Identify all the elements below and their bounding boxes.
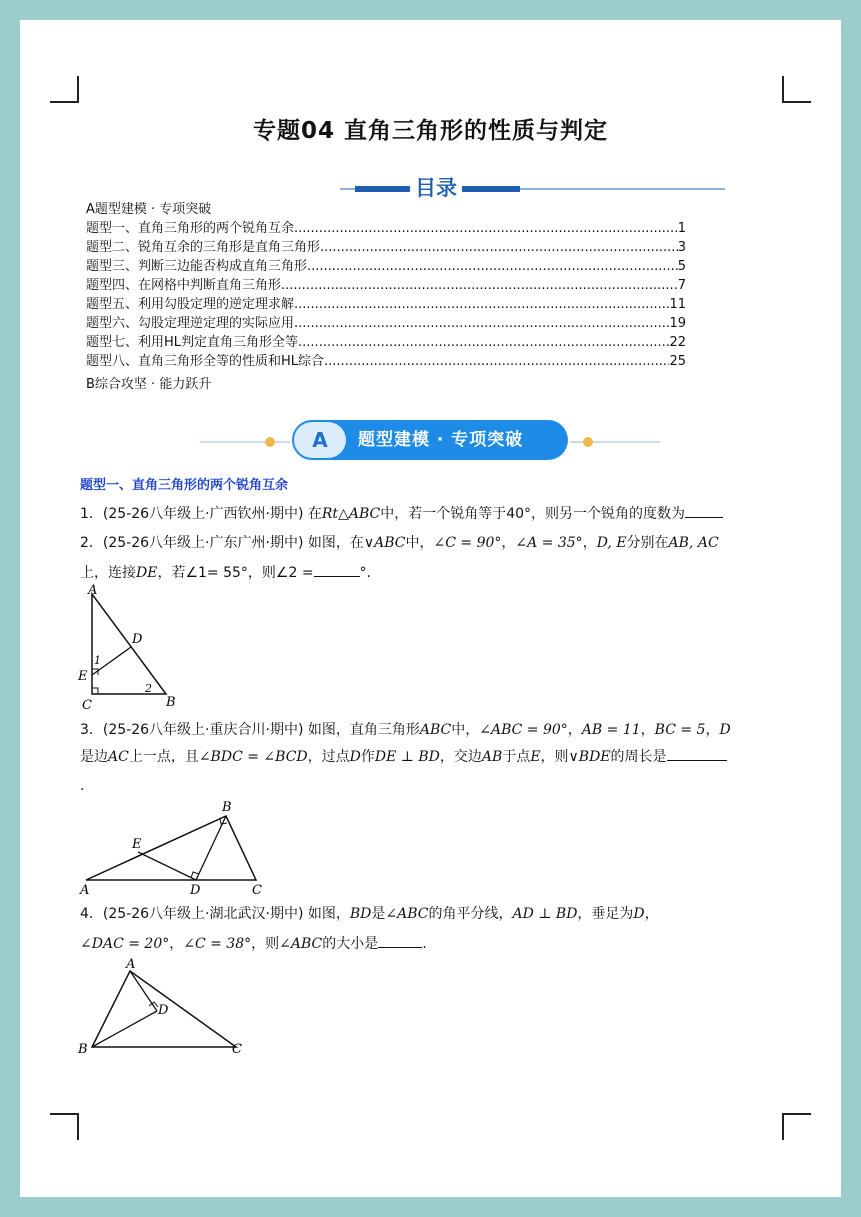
question-3-line-1: 3．(25-26八年级上·重庆合川·期中) 如图，直角三角形ABC中，∠ABC = 90°，AB = 11，BC = 5，D xyxy=(80,722,731,738)
toc-part-a: A题型建模 · 专项突破 xyxy=(86,202,212,217)
toc-item[interactable]: 题型四、在网格中判断直角三角形 ..... 7 xyxy=(86,276,686,295)
label-angle-2: 2 xyxy=(145,682,152,695)
toc-item[interactable]: 题型八、直角三角形全等的性质和HL综合 ..... 25 xyxy=(86,352,686,371)
toc-part-b: B综合攻坚 · 能力跃升 xyxy=(86,377,212,392)
label-angle-1: 1 xyxy=(94,654,101,667)
label-b: B xyxy=(78,1042,88,1057)
segment-ad xyxy=(130,971,157,1011)
label-e: E xyxy=(132,837,142,852)
label-d: D xyxy=(158,1003,169,1018)
figure-q3 xyxy=(70,796,280,900)
toc-item[interactable]: 题型三、判断三边能否构成直角三角形 ..... 5 xyxy=(86,257,686,276)
question-4-line-2: ∠DAC = 20°，∠C = 38°，则∠ABC的大小是 . xyxy=(80,933,427,954)
toc-heading: 目录 xyxy=(415,176,457,200)
label-e: E xyxy=(78,669,88,684)
label-c: C xyxy=(252,883,262,898)
answer-blank[interactable] xyxy=(667,746,727,761)
question-2-line-1: 2．(25-26八年级上·广东广州·期中) 如图，在∨ABC中，∠C = 90°，∠A = 35°，D, E分别在AB, AC xyxy=(80,535,719,551)
label-c: C xyxy=(232,1042,242,1057)
toc-item[interactable]: 题型一、直角三角形的两个锐角互余 ..... 1 xyxy=(86,219,686,238)
label-a: A xyxy=(88,584,98,598)
label-a: A xyxy=(80,883,90,898)
toc-item[interactable]: 题型五、利用勾股定理的逆定理求解 ..... 11 xyxy=(86,295,686,314)
segment-bd xyxy=(196,816,226,880)
question-2-line-2: 上，连接DE，若∠1= 55°，则∠2 = °. xyxy=(80,562,371,583)
segment-de xyxy=(138,852,196,880)
banner-letter: A xyxy=(294,422,346,458)
label-d: D xyxy=(132,632,143,647)
label-a: A xyxy=(126,957,136,972)
section-heading: 题型一、直角三角形的两个锐角互余 xyxy=(80,478,289,493)
figure-q4 xyxy=(70,955,260,1060)
question-3-line-2: 是边AC上一点，且∠BDC = ∠BCD，过点D作DE ⊥ BD，交边AB于点E，则∨BDE的周长是 xyxy=(80,746,727,767)
label-b: B xyxy=(222,800,232,815)
question-3-end: . xyxy=(80,778,85,794)
answer-blank[interactable] xyxy=(378,933,422,948)
section-banner xyxy=(292,420,568,460)
triangle-abc xyxy=(86,816,256,880)
toc-item[interactable]: 题型七、利用HL判定直角三角形全等 ..... 22 xyxy=(86,333,686,352)
toc-item[interactable]: 题型六、勾股定理逆定理的实际应用 ..... 19 xyxy=(86,314,686,333)
banner-text: 题型建模 · 专项突破 xyxy=(358,430,524,450)
triangle-abc xyxy=(92,594,166,694)
question-1: 1．(25-26八年级上·广西钦州·期中) 在Rt△ABC中，若一个锐角等于40°，则另一个锐角的度数为 xyxy=(80,503,723,524)
label-b: B xyxy=(166,695,176,710)
toc-header xyxy=(0,172,861,202)
label-c: C xyxy=(82,698,92,712)
answer-blank[interactable] xyxy=(685,503,723,518)
label-d: D xyxy=(190,883,201,898)
figure-q2 xyxy=(70,584,200,712)
toc-item[interactable]: 题型二、锐角互余的三角形是直角三角形 ..... 3 xyxy=(86,238,686,257)
answer-blank[interactable] xyxy=(314,562,360,577)
page-title: 专题04 直角三角形的性质与判定 xyxy=(252,118,608,144)
question-4-line-1: 4．(25-26八年级上·湖北武汉·期中) 如图，BD是∠ABC的角平分线，AD ⊥ BD，垂足为D， xyxy=(80,906,659,922)
